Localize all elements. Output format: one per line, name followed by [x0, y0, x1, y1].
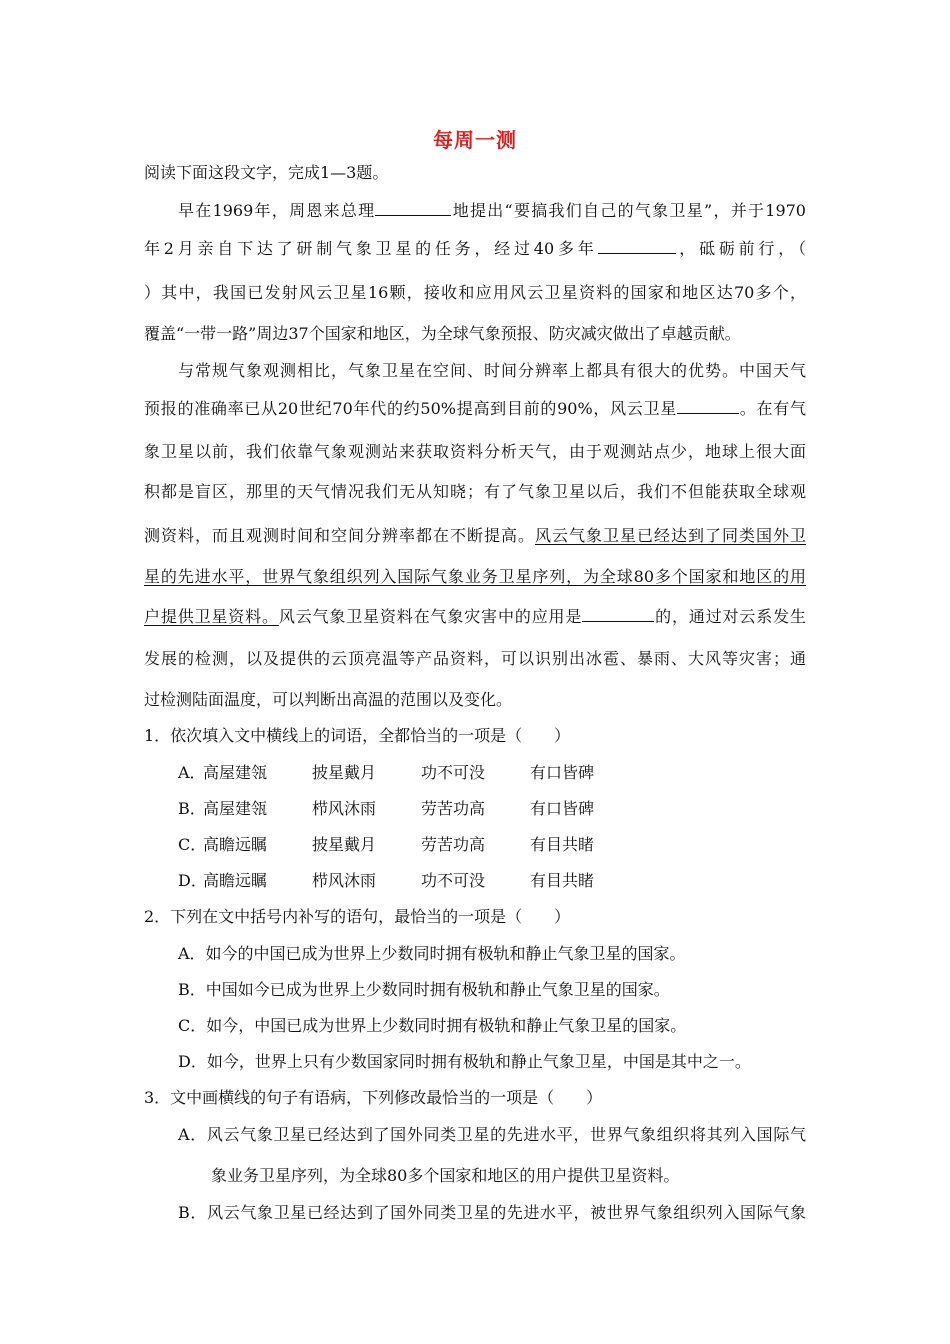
para1-line4: 覆盖“一带一路”周边37个国家和地区，为全球气象预报、防灾减灾做出了卓越贡献。: [144, 324, 741, 343]
page-title: 每周一测: [433, 128, 517, 152]
para2-line8: 发展的检测，以及提供的云顶亮温等产品资料，可以识别出冰雹、暴雨、大风等灾害；通: [144, 649, 806, 668]
intro-text: 阅读下面这段文字，完成1—3题。: [144, 163, 389, 182]
q3-option-a-line1: A．风云气象卫星已经达到了国外同类卫星的先进水平，世界气象组织将其列入国际气: [178, 1125, 806, 1144]
q1-stem: 1．依次填入文中横线上的词语，全都恰当的一项是（ ）: [144, 726, 571, 745]
q2-option-d: D．如今，世界上只有少数国家同时拥有极轨和静止气象卫星，中国是其中之一。: [178, 1052, 751, 1071]
para2-line7: 户提供卫星资料。风云气象卫星资料在气象灾害中的应用是 的，通过对云系发生: [144, 607, 806, 626]
document-page: 每周一测 阅读下面这段文字，完成1—3题。 早在1969年，周恩来总理 地提出“要搞我们自己的气象卫星”，并于1970 年2月亲自下达了研制气象卫星的任务，经过40多年 ，砥砺前行，（ ）其中，我国已发射风云卫星16颗，接收和应用风云卫星资料的国家和地区达70多个， 覆盖“一带一路”周边37个国家和地区，为全球气象预报、防灾减灾做出了卓越贡献。 与常规气象观测相比，气象卫星在空间、时间分辨率上都具有很大的优势。中国天气 预报的准确率已从20世纪70年代的约50%提高到目前的90%，风云卫星 。在有气 象卫星以前，我们依靠气象观测站来获取资料分析天气，由于观测站点少，地球上很大面 积都是盲区，那里的天气情况我们无从知晓；有了气象卫星以后，我们不但能获取全球观 测资料，而且观测时间和空间分辨率都在不断提高。风云气象卫星已经达到了同类国外卫 星的先进水平，世界气象组织列入国际气象业务卫星序列，为全球80多个国家和地区的用 户提供卫星资料。风云气象卫星资料在气象灾害中的应用是 的，通过对云系发生 发展的检测，以及提供的云顶亮温等产品资料，可以识别出冰雹、暴雨、大风等灾害；通 过检测陆面温度，可以判断出高温的范围以及变化。 1．依次填入文中横线上的词语，全都恰当的一项是（ ） A． 高屋建瓴 披星戴月 功不可没 有口皆碑 B． 高屋建瓴 栉风沐雨 劳苦功高 有口皆碑 C． 高瞻远瞩 披星戴月 劳苦功高 有目共睹 D． 高瞻远瞩 栉风沐雨 功不可没 有目共睹 2．下列在文中括号内补写的语句，最恰当的一项是（ ） A．如今的中国已成为世界上少数同时拥有极轨和静止气象卫星的国家。 B．中国如今已成为世界上少数同时拥有极轨和静止气象卫星的国家。 C．如今，中国已成为世界上少数同时拥有极轨和静止气象卫星的国家。 D．如今，世界上只有少数国家同时拥有极轨和静止气象卫星，中国是其中之一。 3．文中画横线的句子有语病，下列修改最恰当的一项是（ ） A．风云气象卫星已经达到了国外同类卫星的先进水平，世界气象组织将其列入国际气 象业务卫星序列，为全球80多个国家和地区的用户提供卫星资料。 B．风云气象卫星已经达到了国外同类卫星的先进水平，被世界气象组织列入国际气象: [0, 0, 950, 1344]
para2-line3: 象卫星以前，我们依靠气象观测站来获取资料分析天气，由于观测站点少，地球上很大面: [144, 442, 806, 461]
blank-3: [677, 399, 739, 414]
q2-stem: 2．下列在文中括号内补写的语句，最恰当的一项是（ ）: [144, 907, 571, 926]
q2-option-a: A．如今的中国已成为世界上少数同时拥有极轨和静止气象卫星的国家。: [178, 944, 686, 963]
para2-line2: 预报的准确率已从20世纪70年代的约50%提高到目前的90%，风云卫星 。在有气: [144, 399, 806, 418]
para2-line4: 积都是盲区，那里的天气情况我们无从知晓；有了气象卫星以后，我们不但能获取全球观: [144, 482, 806, 501]
q2-option-b: B．中国如今已成为世界上少数同时拥有极轨和静止气象卫星的国家。: [178, 980, 670, 999]
q3-option-b-line1: B．风云气象卫星已经达到了国外同类卫星的先进水平，被世界气象组织列入国际气象: [178, 1203, 806, 1222]
para2-line6: 星的先进水平，世界气象组织列入国际气象业务卫星序列，为全球80多个国家和地区的用: [144, 567, 806, 586]
para1-line3: ）其中，我国已发射风云卫星16颗，接收和应用风云卫星资料的国家和地区达70多个，: [144, 283, 806, 302]
para2-line5: 测资料，而且观测时间和空间分辨率都在不断提高。风云气象卫星已经达到了同类国外卫: [144, 526, 806, 545]
q2-option-c: C．如今，中国已成为世界上少数同时拥有极轨和静止气象卫星的国家。: [178, 1016, 687, 1035]
para1-line1: 早在1969年，周恩来总理 地提出“要搞我们自己的气象卫星”，并于1970: [178, 201, 806, 220]
underlined-sentence: 风云气象卫星已经达到了同类国外卫: [534, 526, 806, 545]
q3-stem: 3．文中画横线的句子有语病，下列修改最恰当的一项是（ ）: [144, 1088, 603, 1107]
blank-2: [598, 239, 676, 254]
para2-line9: 过检测陆面温度，可以判断出高温的范围以及变化。: [144, 690, 513, 709]
blank-4: [582, 607, 654, 622]
blank-1: [375, 201, 451, 216]
para1-line2: 年2月亲自下达了研制气象卫星的任务，经过40多年 ，砥砺前行，（: [144, 239, 806, 258]
q3-option-a-line2: 象业务卫星序列，为全球80多个国家和地区的用户提供卫星资料。: [211, 1166, 680, 1185]
para2-line1: 与常规气象观测相比，气象卫星在空间、时间分辨率上都具有很大的优势。中国天气: [178, 361, 806, 380]
